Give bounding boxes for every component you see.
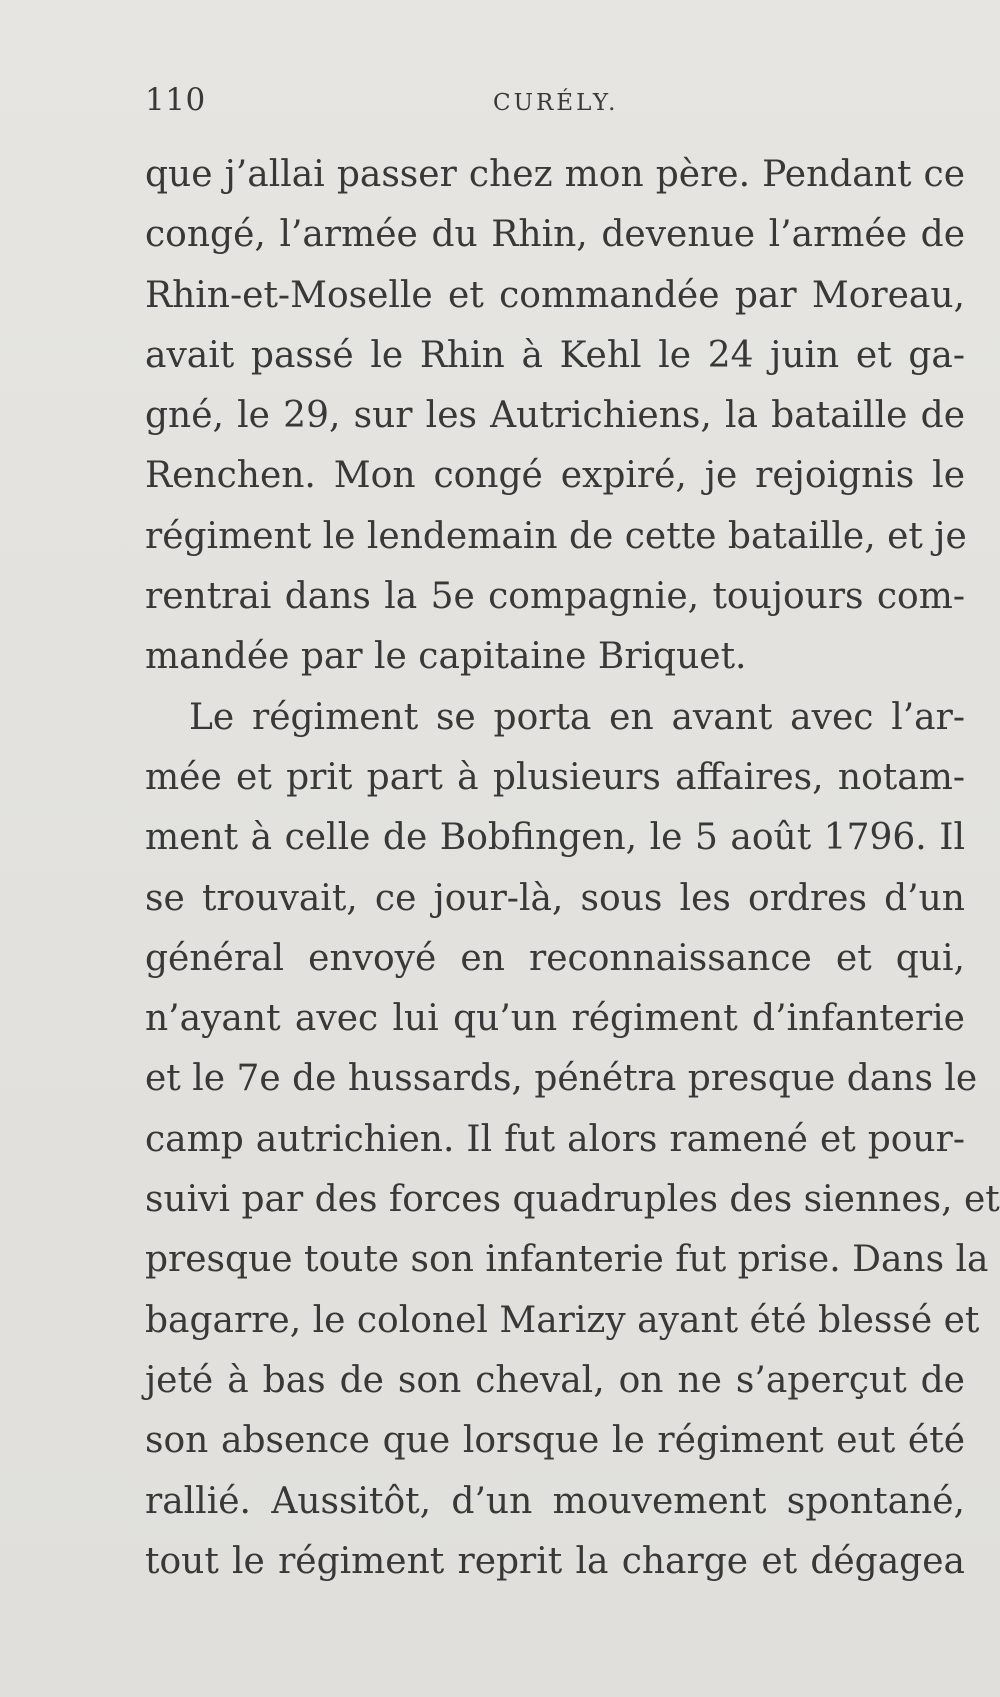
text-line: jeté à bas de son cheval, on ne s’aperçut de xyxy=(145,1359,965,1401)
running-head: CURÉLY. xyxy=(493,90,619,116)
text-line: Rhin-et-Moselle et commandée par Moreau, xyxy=(145,274,965,316)
text-line: mée et prit part à plusieurs affaires, notam- xyxy=(145,756,965,798)
text-line: bagarre, le colonel Marizy ayant été blessé et xyxy=(145,1299,980,1341)
body-text xyxy=(145,145,1000,1592)
text-line: régiment le lendemain de cette bataille, et je xyxy=(145,515,967,557)
text-line: général envoyé en reconnaissance et qui, xyxy=(145,937,965,979)
text-line: et le 7e de hussards, pénétra presque dans le xyxy=(145,1058,978,1100)
text-line: n’ayant avec lui qu’un régiment d’infanterie xyxy=(145,998,965,1040)
text-line: gné, le 29, sur les Autrichiens, la bataille de xyxy=(145,395,965,437)
text-line: son absence que lorsque le régiment eut été xyxy=(145,1420,965,1462)
page-header xyxy=(145,82,965,132)
text-line: Renchen. Mon congé expiré, je rejoignis le xyxy=(145,455,965,497)
text-line: Le régiment se porta en avant avec l’ar- xyxy=(189,696,965,738)
text-line: rallié. Aussitôt, d’un mouvement spontané, xyxy=(145,1480,965,1522)
text-line: que j’allai passer chez mon père. Pendant ce xyxy=(145,154,965,195)
text-line: camp autrichien. Il fut alors ramené et pour- xyxy=(145,1118,965,1160)
text-line: congé, l’armée du Rhin, devenue l’armée de xyxy=(145,214,965,256)
text-line: avait passé le Rhin à Kehl le 24 juin et ga- xyxy=(145,334,965,376)
text-line: se trouvait, ce jour-là, sous les ordres d’un xyxy=(145,877,965,919)
text-line: ment à celle de Bobfingen, le 5 août 1796. Il xyxy=(145,817,965,859)
text-line: tout le régiment reprit la charge et dégagea xyxy=(145,1540,965,1582)
page-number: 110 xyxy=(145,82,206,118)
text-line: mandée par le capitaine Briquet. xyxy=(145,636,747,678)
text-line: rentrai dans la 5e compagnie, toujours com- xyxy=(145,576,965,618)
text-line: suivi par des forces quadruples des siennes, et xyxy=(145,1179,1000,1221)
text-line: presque toute son infanterie fut prise. Dans la xyxy=(145,1239,989,1281)
